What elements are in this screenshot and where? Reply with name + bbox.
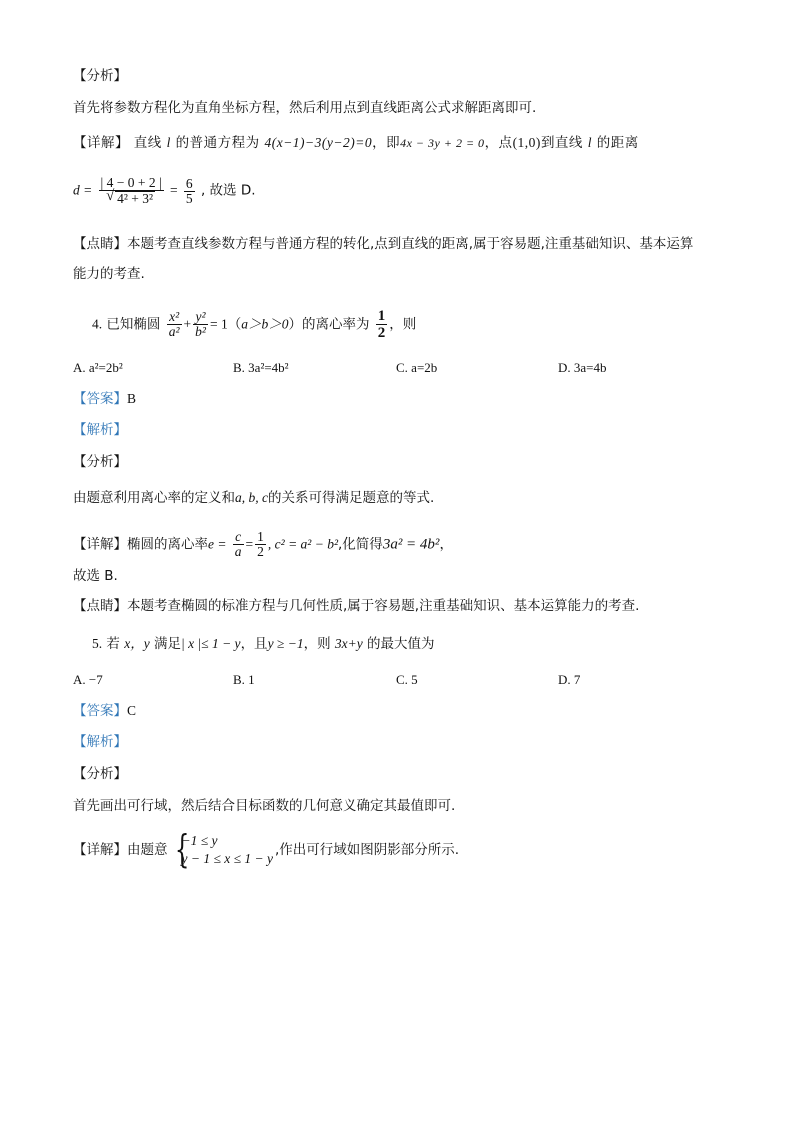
q4-e-fraction: $\frac{c}{a}$ (234, 529, 242, 559)
q5-option-d: D. 7 (558, 672, 581, 687)
q4-solution: 【详解】椭圆的离心率e = $\frac{c}{a}$ = $\frac{1}{2}$ , c² = a² − b²,化简得3a² = 4b²， (73, 529, 453, 559)
q4-analysis-text: 由题意利用离心率的定义和a, b, c的关系可得满足题意的等式. (73, 490, 435, 506)
brace-symbol: { (174, 827, 189, 871)
remark-line-1: 【点睛】本题考查直线参数方程与普通方程的转化,点到直线的距离,属于容易题,注重基础知识、基本运算 (73, 236, 694, 252)
q4-analysis-heading: 【分析】 (73, 454, 127, 470)
question-4-stem: 4. 已知椭圆 $\frac{\text{x²}}{\text{a²}}$ + $\frac{\text{y²}}{\text{b²}}$ = 1（a＞b＞0）的离心率为 $\frac{1}{2}$ ，则 (92, 308, 417, 341)
q4-answer: 【答案】B (73, 391, 137, 407)
q5-solution: 【详解】由题意 { −1 ≤ y y − 1 ≤ x ≤ 1 − y ,作出可行域如图阴影部分所示. (73, 827, 460, 871)
analysis-heading: 【分析】 (73, 68, 127, 84)
q4-conclusion: 故选 B. (73, 568, 118, 584)
question-5-stem: 5. 若 x，y 满足| x |≤ 1 − y，且y ≥ −1，则 3x+y 的最大值为 (92, 636, 435, 652)
q5-analysis-heading: 【分析】 (73, 766, 127, 782)
distance-fraction: | 4 − 0 + 2 | √ 4² + 3² (99, 176, 164, 206)
q4-x-fraction: $\frac{\text{x²}}{\text{a²}}$ (168, 309, 180, 339)
q5-option-b: B. 1 (233, 672, 255, 687)
distance-formula: d = | 4 − 0 + 2 | √ 4² + 3² = $\frac{6}{5}$ , 故选 D. (73, 176, 256, 206)
q5-option-a: A. −7 (73, 672, 103, 687)
q4-option-a: A. a²=2b² (73, 360, 123, 375)
q4-option-b: B. 3a²=4b² (233, 360, 289, 375)
q4-option-d: D. 3a=4b (558, 360, 607, 375)
solution-line-1: 【详解】 直线 l 的普通方程为 4(x−1)−3(y−2)=0，即4x − 3y + 2 = 0，点(1,0)到直线 l 的距离 (73, 135, 639, 151)
distance-result-fraction: $\frac{6}{5}$ (185, 175, 193, 206)
remark-line-2: 能力的考查. (73, 266, 145, 282)
q4-half-fraction: $\frac{1}{2}$ (257, 529, 264, 559)
analysis-text: 首先将参数方程化为直角坐标方程，然后利用点到直线距离公式求解距离即可. (73, 100, 537, 116)
q5-explanation-heading: 【解析】 (73, 734, 127, 750)
q5-inequality-system: { −1 ≤ y y − 1 ≤ x ≤ 1 − y (174, 827, 274, 871)
q4-y-fraction: $\frac{\text{y²}}{\text{b²}}$ (195, 309, 206, 339)
q4-explanation-heading: 【解析】 (73, 422, 127, 438)
q5-option-c: C. 5 (396, 672, 418, 687)
q4-remark: 【点睛】本题考查椭圆的标准方程与几何性质,属于容易题,注重基础知识、基本运算能力的考查. (73, 598, 640, 614)
q5-answer: 【答案】C (73, 703, 137, 719)
q5-analysis-text: 首先画出可行域，然后结合目标函数的几何意义确定其最值即可. (73, 798, 456, 814)
q4-eccentricity-fraction: $\frac{1}{2}$ (377, 308, 386, 341)
q4-option-c: C. a=2b (396, 360, 438, 375)
